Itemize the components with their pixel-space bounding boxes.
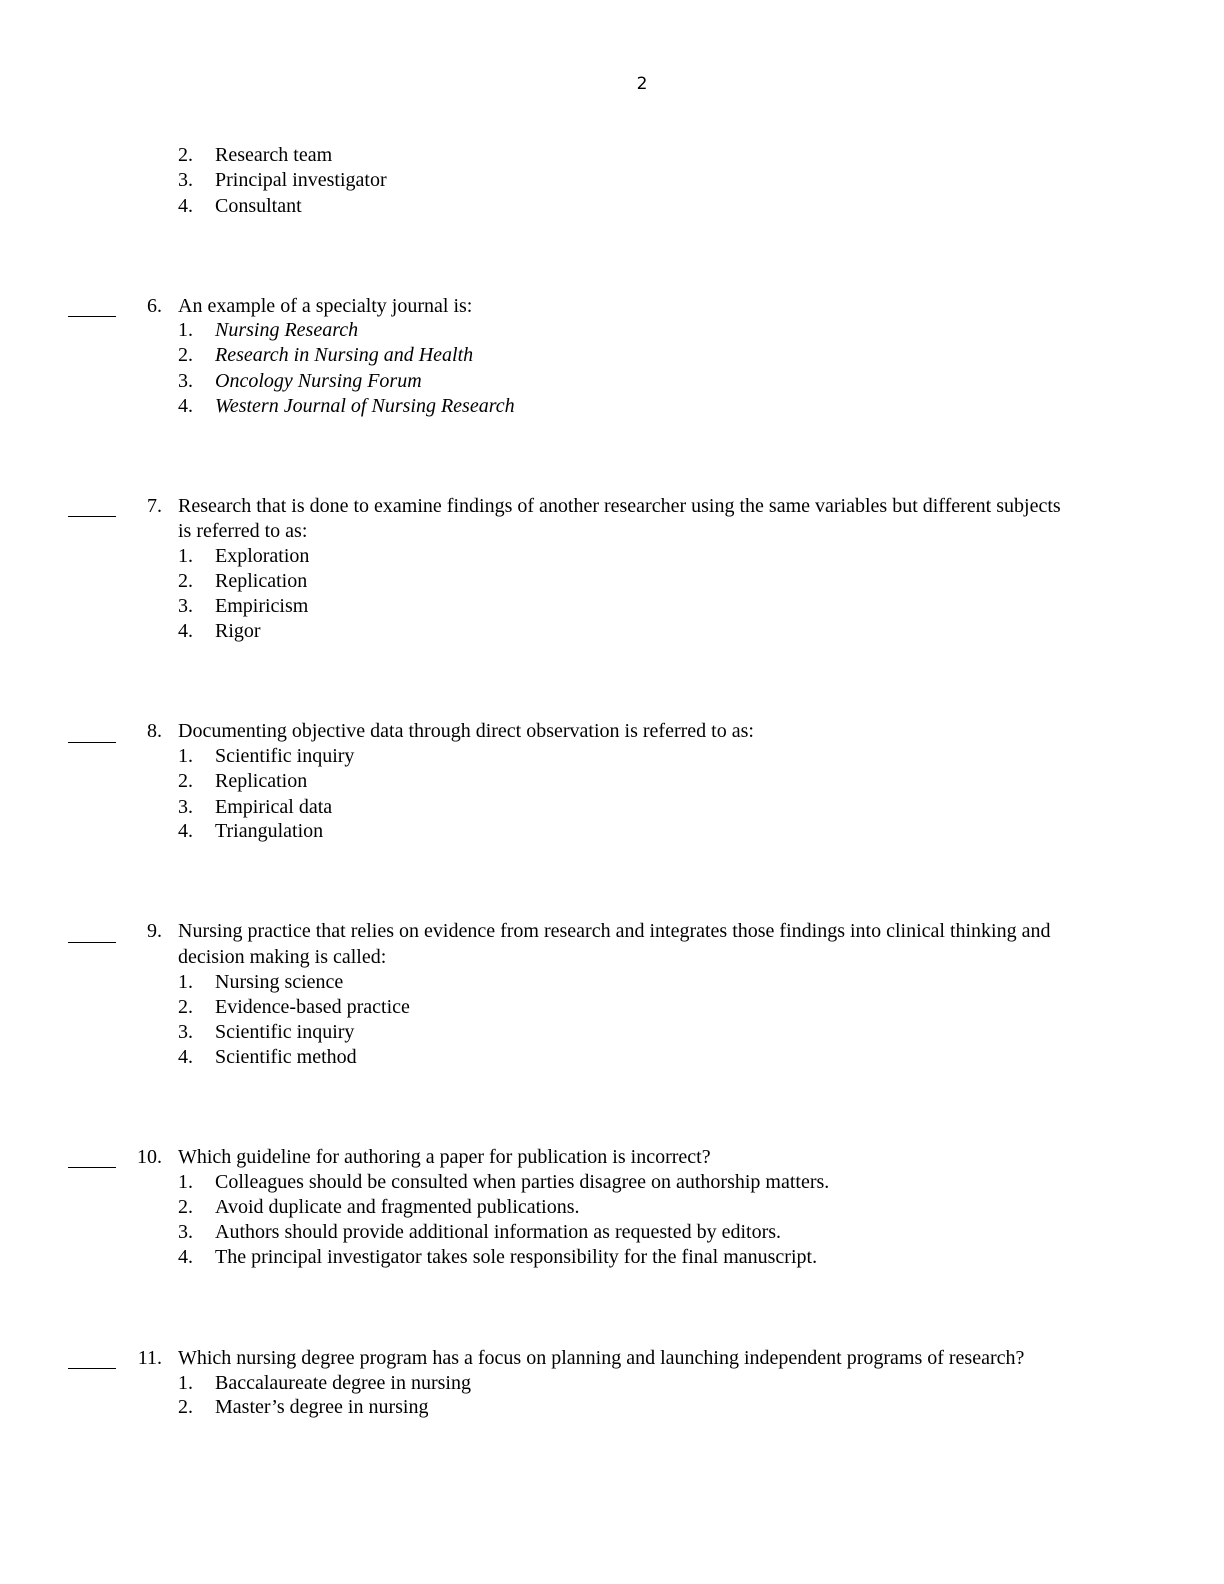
option-text: Exploration (215, 545, 310, 567)
option-number: 1. (178, 1171, 193, 1193)
option-text: Scientific inquiry (215, 1021, 355, 1043)
option-number: 4. (178, 820, 193, 842)
option-number: 2. (178, 996, 193, 1018)
question-stem: Which guideline for authoring a paper for publication is incorrect? (178, 1146, 711, 1168)
question-stem-line-1: Research that is done to examine findings of another researcher using the same variables but different subjects (178, 495, 1061, 517)
option-number: 3. (178, 169, 193, 191)
option-text: Avoid duplicate and fragmented publications. (215, 1196, 580, 1218)
option-number: 4. (178, 1046, 193, 1068)
option-text: Rigor (215, 620, 261, 642)
question-number: 6. (147, 295, 162, 317)
option-text: Nursing science (215, 971, 344, 993)
question-stem: Which nursing degree program has a focus on planning and launching independent programs of research? (178, 1347, 1025, 1369)
option-text: Research team (215, 144, 333, 166)
option-number: 2. (178, 770, 193, 792)
option-number: 4. (178, 620, 193, 642)
option-number: 1. (178, 971, 193, 993)
option-number: 3. (178, 796, 193, 818)
option-text: Replication (215, 570, 308, 592)
option-text: Empiricism (215, 595, 309, 617)
option-number: 4. (178, 1246, 193, 1268)
option-number: 3. (178, 1221, 193, 1243)
question-stem-line-2: is referred to as: (178, 520, 308, 542)
option-number: 3. (178, 370, 193, 392)
option-text: Consultant (215, 195, 302, 217)
option-number: 2. (178, 144, 193, 166)
question-number: 7. (147, 495, 162, 517)
option-number: 3. (178, 1021, 193, 1043)
option-text: Scientific method (215, 1046, 357, 1068)
option-text: Research in Nursing and Health (215, 344, 474, 366)
option-text: Evidence-based practice (215, 996, 410, 1018)
option-number: 2. (178, 1196, 193, 1218)
question-stem: Documenting objective data through direct observation is referred to as: (178, 720, 754, 742)
option-text: Scientific inquiry (215, 745, 355, 767)
option-number: 4. (178, 195, 193, 217)
option-text: Empirical data (215, 796, 333, 818)
question-number: 8. (147, 720, 162, 742)
option-number: 3. (178, 595, 193, 617)
option-text: Colleagues should be consulted when parties disagree on authorship matters. (215, 1171, 830, 1193)
question-stem-line-2: decision making is called: (178, 946, 387, 968)
option-text: Authors should provide additional information as requested by editors. (215, 1221, 782, 1243)
question-number: 10. (137, 1146, 162, 1168)
question-number: 11. (137, 1347, 162, 1369)
option-number: 2. (178, 570, 193, 592)
option-number: 2. (178, 344, 193, 366)
option-text: Nursing Research (215, 319, 359, 341)
option-text: Replication (215, 770, 308, 792)
question-number: 9. (147, 920, 162, 942)
option-number: 1. (178, 545, 193, 567)
option-number: 2. (178, 1396, 193, 1418)
option-text: Baccalaureate degree in nursing (215, 1372, 471, 1394)
question-stem-line-1: Nursing practice that relies on evidence from research and integrates those findings into clinical thinking and (178, 920, 1051, 942)
option-number: 1. (178, 745, 193, 767)
option-number: 4. (178, 395, 193, 417)
option-text: Triangulation (215, 820, 324, 842)
option-text: Master’s degree in nursing (215, 1396, 429, 1418)
page-number: 2 (636, 74, 648, 94)
option-number: 1. (178, 1372, 193, 1394)
option-text: The principal investigator takes sole responsibility for the final manuscript. (215, 1246, 818, 1268)
option-number: 1. (178, 319, 193, 341)
question-stem: An example of a specialty journal is: (178, 295, 473, 317)
option-text: Western Journal of Nursing Research (215, 395, 515, 417)
option-text: Oncology Nursing Forum (215, 370, 422, 392)
option-text: Principal investigator (215, 169, 387, 191)
